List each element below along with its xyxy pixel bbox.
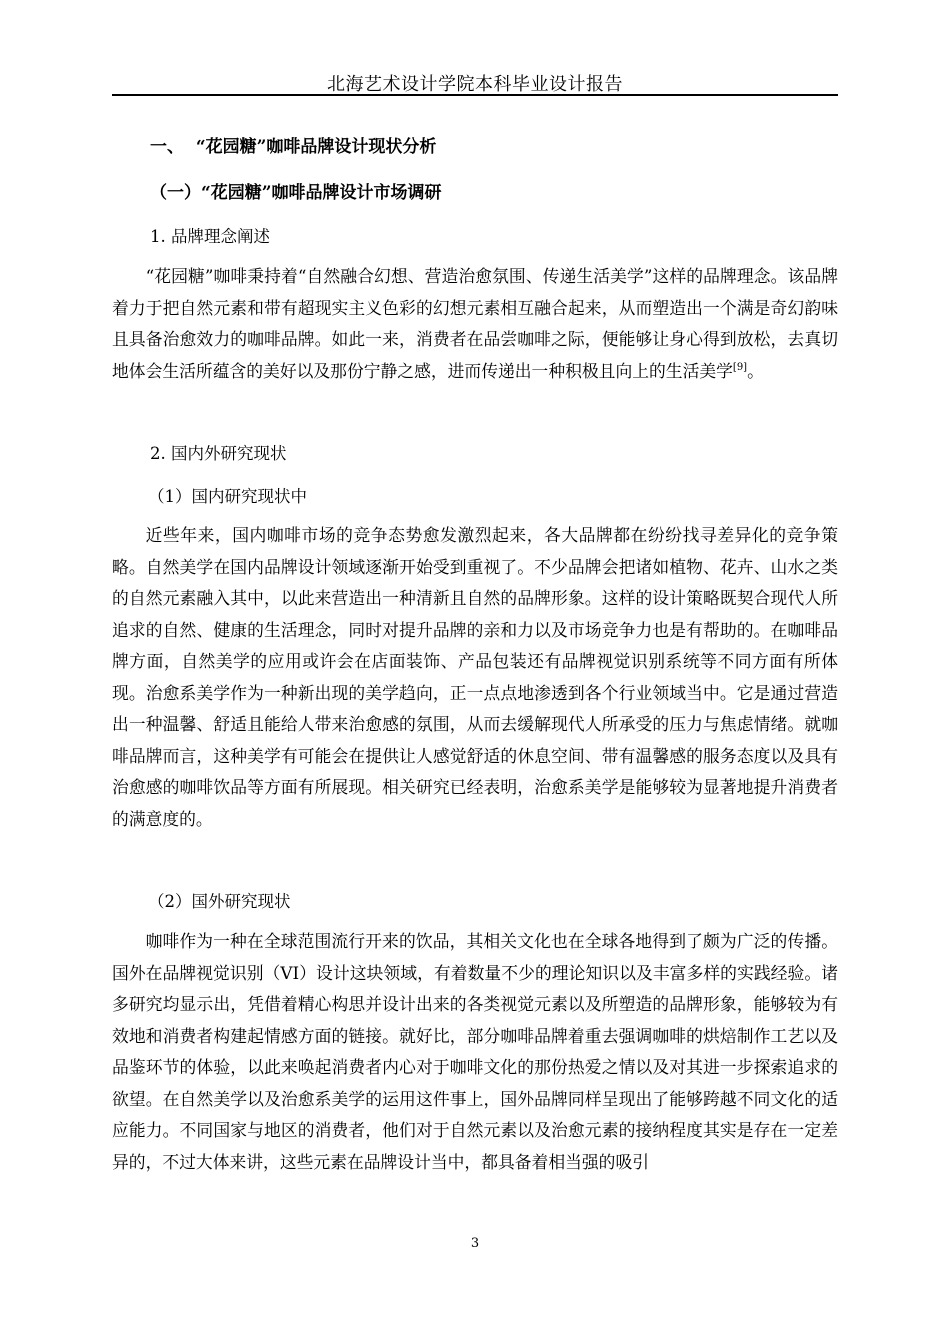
running-header: 北海艺术设计学院本科毕业设计报告 (327, 74, 623, 95)
item-heading-research-status: 2. 国内外研究现状 (150, 444, 287, 463)
item-heading-brand-concept: 1. 品牌理念阐述 (150, 227, 270, 246)
header-rule (112, 94, 838, 96)
paragraph-end: 。 (747, 360, 764, 381)
paragraph-body: “花园糖”咖啡秉持着“自然融合幻想、营造治愈氛围、传递生活美学”这样的品牌理念。该品牌着力于把自然元素和带有超现实主义色彩的幻想元素相互融合起来，从而塑造出一个满是奇幻韵味且具备治愈效力的咖啡品牌。如此一来，消费者在品尝咖啡之际，便能够让身心得到放松，去真切地体会生活所蕴含的美好以及那份宁静之感，进而传递出一种积极且向上的生活美学 (112, 266, 838, 381)
paragraph-brand-concept (112, 261, 838, 387)
paragraph-text (112, 261, 838, 387)
subitem-heading-foreign: （2）国外研究现状 (148, 892, 291, 911)
paragraph-text: 近些年来，国内咖啡市场的竞争态势愈发激烈起来，各大品牌都在纷纷找寻差异化的竞争策略。自然美学在国内品牌设计领域逐渐开始受到重视了。不少品牌会把诸如植物、花卉、山水之类的自然元素融入其中，以此来营造出一种清新且自然的品牌形象。这样的设计策略既契合现代人所追求的自然、健康的生活理念，同时对提升品牌的亲和力以及市场竞争力也是有帮助的。在咖啡品牌方面，自然美学的应用或许会在店面装饰、产品包装还有品牌视觉识别系统等不同方面有所体现。治愈系美学作为一种新出现的美学趋向，正一点点地渗透到各个行业领域当中。它是通过营造出一种温馨、舒适且能给人带来治愈感的氛围，从而去缓解现代人所承受的压力与焦虑情绪。就咖啡品牌而言，这种美学有可能会在提供让人感觉舒适的休息空间、带有温馨感的服务态度以及具有治愈感的咖啡饮品等方面有所展现。相关研究已经表明，治愈系美学是能够较为显著地提升消费者的满意度的。 (112, 525, 838, 829)
subsection-heading: （一）“花园糖”咖啡品牌设计市场调研 (150, 183, 442, 203)
page-number: 3 (470, 1236, 480, 1251)
subitem-heading-domestic: （1）国内研究现状中 (148, 487, 307, 506)
paragraph-text: 咖啡作为一种在全球范围流行开来的饮品，其相关文化也在全球各地得到了颇为广泛的传播。国外在品牌视觉识别（VI）设计这块领域，有着数量不少的理论知识以及丰富多样的实践经验。诸多研究均显示出，凭借着精心构思并设计出来的各类视觉元素以及所塑造的品牌形象，能够较为有效地和消费者构建起情感方面的链接。就好比，部分咖啡品牌着重去强调咖啡的烘焙制作工艺以及品鉴环节的体验，以此来唤起消费者内心对于咖啡文化的那份热爱之情以及对其进一步探索追求的欲望。在自然美学以及治愈系美学的运用这件事上，国外品牌同样呈现出了能够跨越不同文化的适应能力。不同国家与地区的消费者，他们对于自然元素以及治愈元素的接纳程度其实是存在一定差异的，不过大体来讲，这些元素在品牌设计当中，都具备着相当强的吸引 (112, 931, 838, 1172)
paragraph-foreign (112, 926, 838, 1178)
section-heading: 一、 “花园糖”咖啡品牌设计现状分析 (150, 137, 437, 157)
citation-marker: [9] (732, 361, 748, 373)
paragraph-domestic (112, 520, 838, 835)
